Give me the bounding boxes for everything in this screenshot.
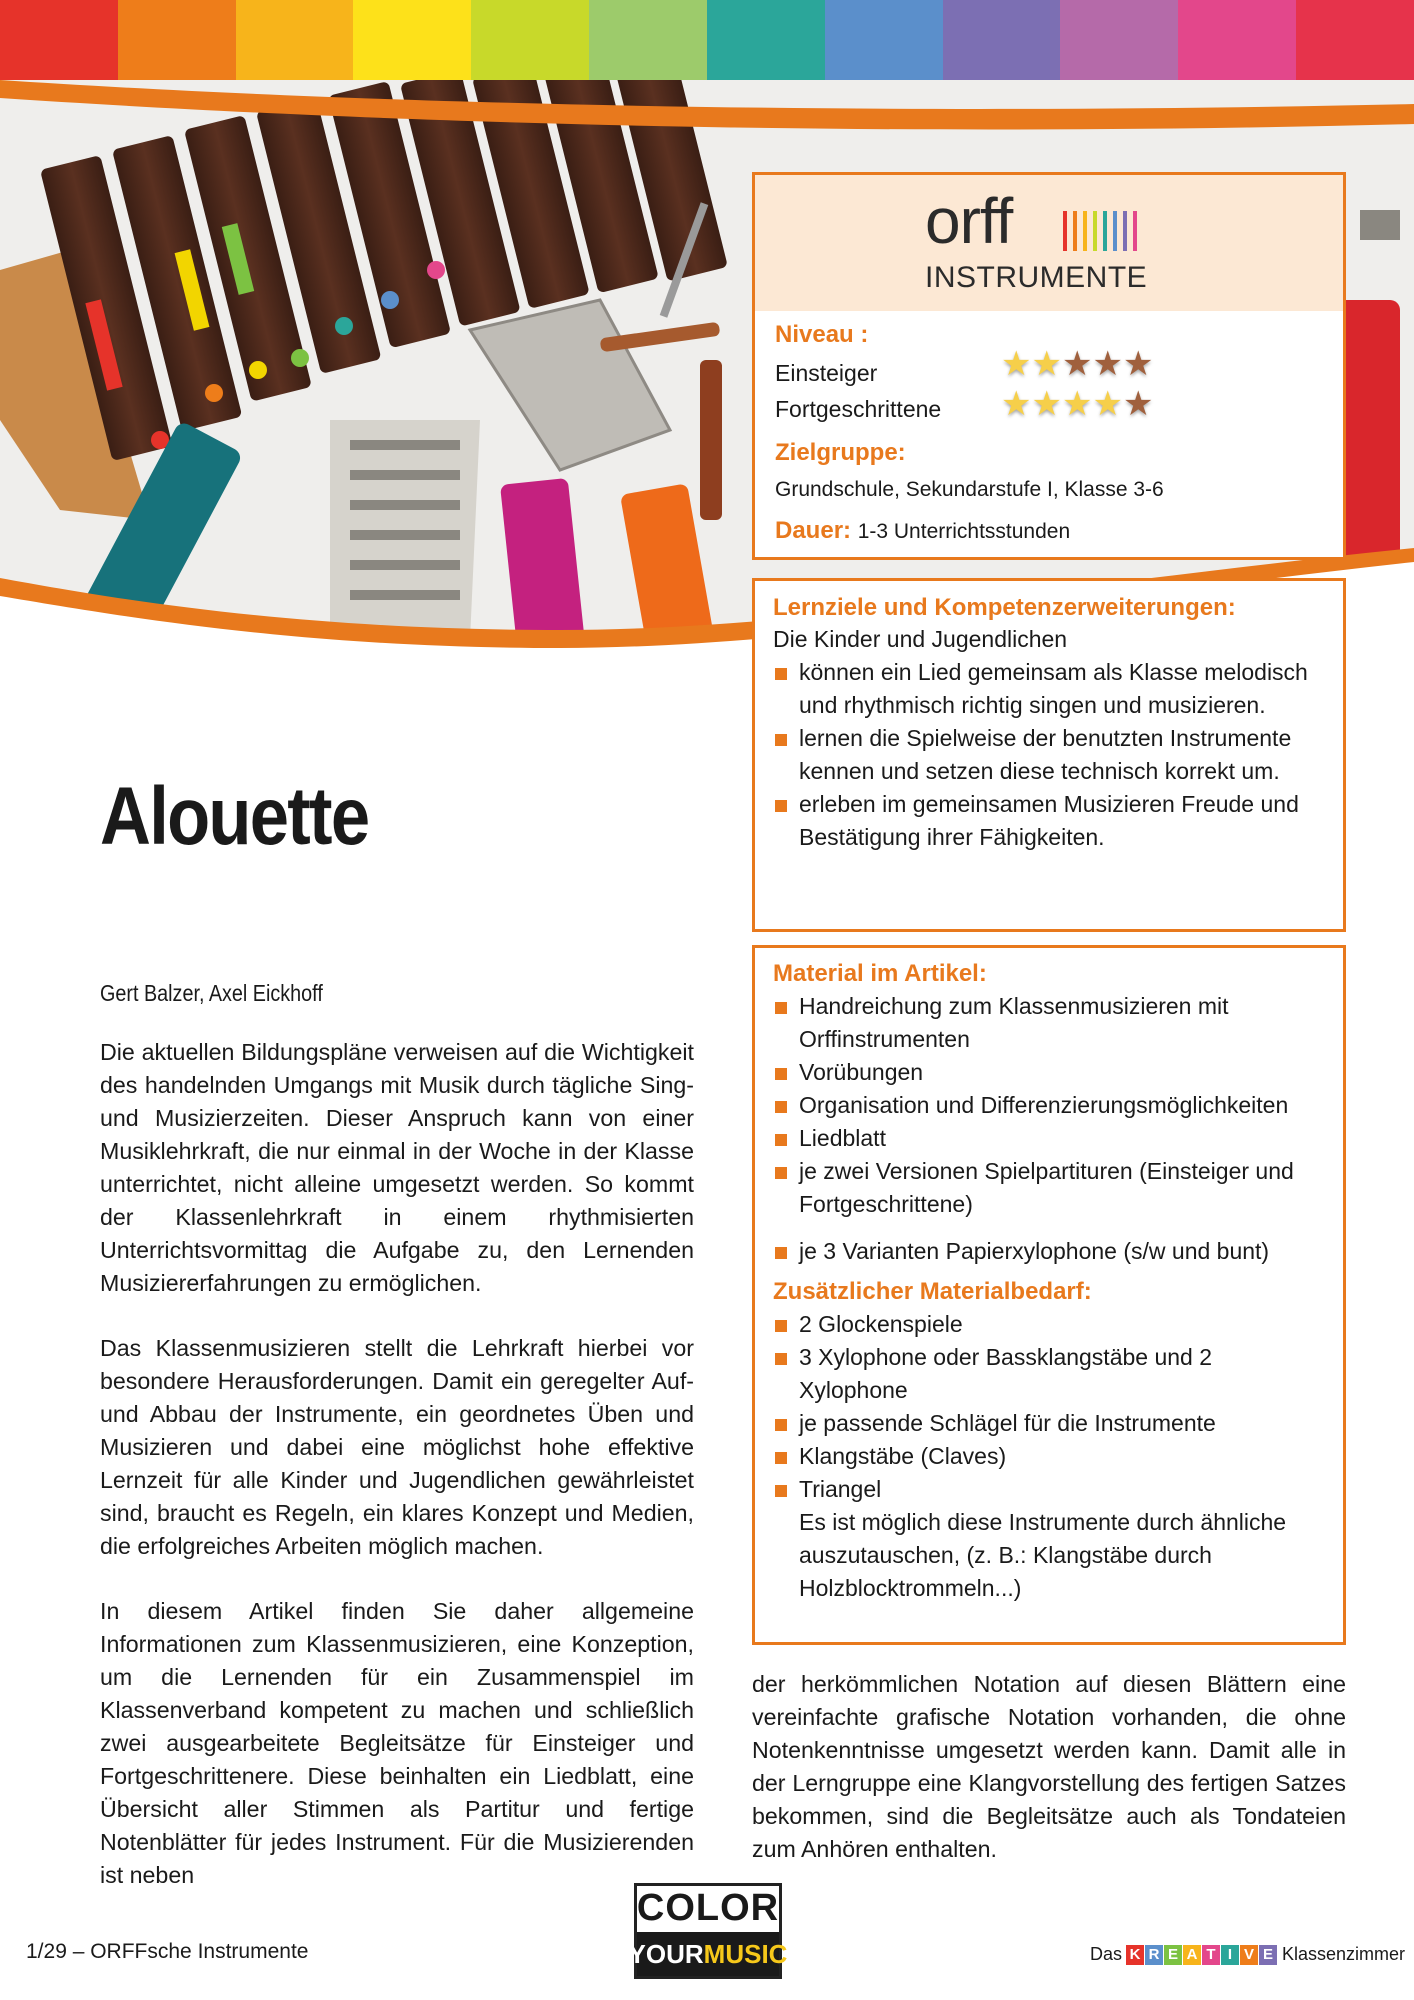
list-item: Vorübungen	[773, 1056, 1325, 1089]
star-empty-icon: ★	[1092, 345, 1123, 383]
list-item: lernen die Spielweise der benutzten Instrumente kennen und setzen diese technisch korrekt um.	[773, 722, 1325, 788]
zielgruppe-text: Grundschule, Sekundarstufe I, Klasse 3-6	[775, 478, 1164, 501]
star-filled-icon: ★	[1001, 345, 1032, 383]
orff-logo	[755, 175, 1343, 311]
star-filled-icon: ★	[1092, 385, 1123, 423]
dauer-row	[775, 517, 1070, 545]
star-empty-icon: ★	[1122, 385, 1154, 423]
brand-letter: E	[1259, 1945, 1277, 1965]
brand-letter: K	[1126, 1945, 1144, 1965]
dauer-text: 1-3 Unterrichtsstunden	[857, 520, 1071, 543]
lernziele-intro: Die Kinder und Jugendlichen	[773, 626, 1068, 652]
page-title: Alouette	[100, 771, 369, 862]
extra-material-list	[773, 1308, 1325, 1605]
brand-letter: E	[1164, 1945, 1182, 1965]
star-filled-icon: ★	[1061, 385, 1093, 423]
zielgruppe-label: Zielgruppe:	[775, 439, 906, 466]
logo-bar	[1103, 211, 1107, 251]
paragraph-2: Das Klassenmusizieren stellt die Lehrkraft hierbei vor besondere Herausforderungen. Damit ein geregelter Auf- und Abbau der Instrumente, ein geordnetes Üben und Musizieren und dabei eine möglichst hohe effektive Lernzeit für alle Kinder und Jugendlichen gewährleistet sind, braucht es Regeln, ein klares Konzept und Medien, die erfolgreiches Arbeiten möglich machen.	[100, 1335, 694, 1559]
extra-material-title: Zusätzlicher Materialbedarf:	[773, 1278, 1092, 1305]
list-item: Triangel	[773, 1473, 1325, 1506]
logo-bar	[1113, 211, 1117, 251]
color-your-music-logo	[628, 1883, 788, 1979]
logo-bar	[1133, 211, 1137, 251]
list-item: 3 Xylophone oder Bassklangstäbe und 2 Xylophone	[773, 1341, 1325, 1407]
logo-bar	[1073, 211, 1077, 251]
brand-prefix: Das	[1090, 1944, 1123, 1964]
list-item: 2 Glockenspiele	[773, 1308, 1325, 1341]
logo-bar	[1123, 211, 1127, 251]
rating-stars-einsteiger	[1001, 347, 1153, 381]
page-number: 1/29 – ORFFsche Instrumente	[26, 1940, 309, 1963]
paragraph-4: der herkömmlichen Notation auf diesen Blättern eine vereinfachte grafische Notation vorhanden, die ohne Notenkenntnisse umgesetzt werden kann. Damit alle in der Lerngruppe eine Klangvorstellung des fertigen Satzes bekommen, sind die Begleitsätze auch als Tondateien zum Anhören enthalten.	[752, 1671, 1346, 1862]
logo-bar	[1093, 211, 1097, 251]
material-list	[773, 990, 1325, 1268]
brand-letter: I	[1221, 1945, 1239, 1965]
logo-bars-icon	[1063, 211, 1137, 251]
level-einsteiger: Einsteiger	[775, 360, 878, 386]
lernziele-list	[773, 656, 1325, 854]
info-box	[752, 172, 1346, 560]
list-item: Klangstäbe (Claves)	[773, 1440, 1325, 1473]
brand-letter: V	[1240, 1945, 1258, 1965]
lernziele-title: Lernziele und Kompetenzerweiterungen:	[773, 594, 1236, 621]
list-item: können ein Lied gemeinsam als Klasse melodisch und rhythmisch richtig singen und musizieren.	[773, 656, 1325, 722]
level-fortgeschrittene: Fortgeschrittene	[775, 396, 942, 422]
lernziele-box	[752, 578, 1346, 932]
material-box	[752, 945, 1346, 1645]
paragraph-3: In diesem Artikel finden Sie daher allgemeine Informationen zum Klassenmusizieren, eine Konzeption, um die Lernenden für ein Zusammenspiel im Klassenverband kompetent zu machen und schließlich zwei ausgearbeitete Begleitsätze für Einsteiger und Fortgeschrittenere. Diese beinhalten ein Liedblatt, eine Übersicht aller Stimmen als Partitur und fertige Notenblätter für jedes Instrument. Für die Musizierenden ist neben	[100, 1598, 694, 1888]
dauer-label: Dauer:	[775, 517, 852, 544]
list-item: Handreichung zum Klassenmusizieren mit Orffinstrumenten	[773, 990, 1325, 1056]
brand-letter: A	[1183, 1945, 1201, 1965]
brand-suffix: Klassenzimmer	[1282, 1944, 1406, 1964]
logo-subtitle: INSTRUMENTE	[925, 261, 1148, 294]
list-item: je 3 Varianten Papierxylophone (s/w und bunt)	[773, 1235, 1325, 1268]
logo-word: orff	[925, 185, 1013, 257]
list-item: Organisation und Differenzierungsmöglichkeiten	[773, 1089, 1325, 1122]
material-title: Material im Artikel:	[773, 960, 987, 987]
paragraph-1: Die aktuellen Bildungspläne verweisen auf die Wichtigkeit des handelnden Umgangs mit Musik durch tägliche Sing- und Musizierzeiten. Dieser Anspruch kann von einer Musiklehrkraft, die nur einmal in der Woche in der Klasse unterrichtet, nicht alleine umgesetzt werden. So kommt der Klassenlehrkraft in einem rhythmisierten Unterrichtsvormittag die Aufgabe zu, den Lernenden Musiziererfahrungen zu ermöglichen.	[100, 1039, 694, 1296]
brand-letter: T	[1202, 1945, 1220, 1965]
logo-bar	[1083, 211, 1087, 251]
list-item: erleben im gemeinsamen Musizieren Freude und Bestätigung ihrer Fähigkeiten.	[773, 788, 1325, 854]
extra-material-note: Es ist möglich diese Instrumente durch ähnliche auszutauschen, (z. B.: Klangstäbe durch Holzblocktrommeln...)	[799, 1509, 1287, 1601]
niveau-label: Niveau :	[775, 321, 869, 348]
star-empty-icon: ★	[1122, 345, 1154, 383]
list-item: je zwei Versionen Spielpartituren (Einsteiger und Fortgeschrittene)	[773, 1155, 1325, 1221]
logo-bottom-text: YOUR MUSIC	[637, 1932, 779, 1976]
kreative-klassenzimmer-logo	[1090, 1944, 1405, 1965]
star-empty-icon: ★	[1061, 345, 1093, 383]
logo-top-text: COLOR	[636, 1886, 780, 1929]
rating-stars-fortgeschrittene	[1001, 387, 1153, 421]
list-item: Liedblatt	[773, 1122, 1325, 1155]
logo-bar	[1063, 211, 1067, 251]
star-filled-icon: ★	[1031, 345, 1062, 383]
brand-kreativ	[1126, 1945, 1278, 1965]
list-item: je passende Schlägel für die Instrumente	[773, 1407, 1325, 1440]
authors: Gert Balzer, Axel Eickhoff	[100, 980, 323, 1006]
star-filled-icon: ★	[1001, 385, 1032, 423]
brand-letter: R	[1145, 1945, 1163, 1965]
star-filled-icon: ★	[1031, 385, 1062, 423]
